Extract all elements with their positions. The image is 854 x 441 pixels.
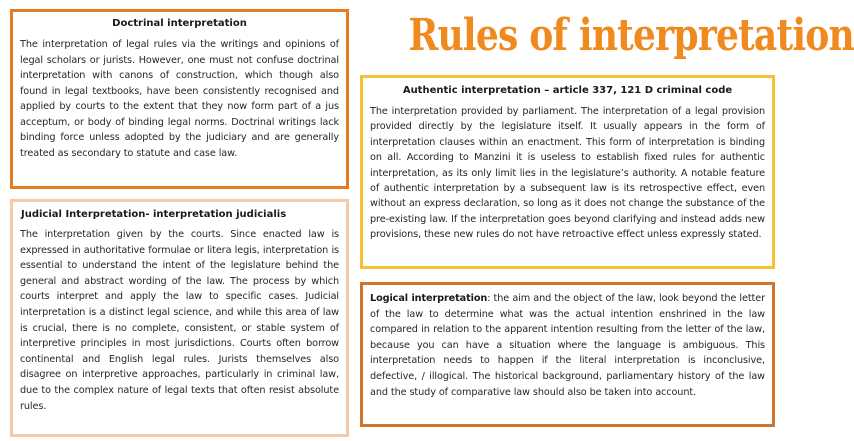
judicial-heading: Judicial Interpretation- interpretation judicialis (21, 209, 287, 220)
page-title: Rules of interpretation (408, 10, 854, 61)
authentic-body: The interpretation provided by parliament. The interpretation of a legal provision provided directly by the legislature itself. It usually appears in the form of interpretation clauses within an enactment. This form of interpretation is binding on all. According to Manzini it is useless to establish fixed rules for authentic interpretation, as its only limit lies in the legislature’s authority. A notable feature of authentic interpretation by a subsequent law is its retrospective effect, even without an express declaration, so long as it does not change the substance of the pre-existing law. If the interpretation goes beyond clarifying and instead adds new provisions, these new rules do not have retroactive effect unless expressly stated. (370, 106, 765, 241)
doctrinal-body: The interpretation of legal rules via the writings and opinions of legal scholars or jurists. However, one must not confuse doctrinal interpretation with canons of construction, which though also found in legal textbooks, have been consistently recognised and applied by courts to the extent that they now form part of a jus acceptum, or body of binding legal norms. Doctrinal writings lack binding force unless adopted by the judiciary and are generally treated as secondary to statute and case law. (20, 39, 339, 159)
doctrinal-heading: Doctrinal interpretation (112, 18, 247, 29)
logical-paragraph (363, 285, 772, 400)
authentic-heading: Authentic interpretation – article 337, 121 D criminal code (402, 85, 733, 96)
authentic-interpretation-box (360, 75, 775, 269)
judicial-interpretation-box (10, 199, 349, 437)
doctrinal-interpretation-box (10, 9, 349, 189)
logical-heading: Logical interpretation (370, 293, 488, 304)
judicial-body: The interpretation given by the courts. Since enacted law is expressed in authoritative formulae or litera legis, interpretation is essential to understand the intent of the legislature behind the general and abstract wording of the law. The process by which courts interpret and apply the law to specific cases. Judicial interpretation is a distinct legal science, and while this area of law is crucial, there is no complete, consistent, or stable system of interpretive principles in most jurisdictions. Courts often borrow continental and English legal rules. Jurists themselves also disagree on interpretive approaches, particularly in criminal law, due to the complex nature of legal texts that often resist absolute rules. (20, 229, 339, 412)
logical-interpretation-box (360, 282, 775, 427)
logical-body: : the aim and the object of the law, look beyond the letter of the law to determine what was the actual intention enshrined in the law compared in relation to the apparent intention resulting from the letter of the law, because you can have a situation where the language is ambiguous. This interpretation needs to happen if the literal interpretation is inconclusive, defective, / illogical. The historical background, parliamentary history of the law and the study of comparative law should also be taken into account. (370, 293, 765, 398)
